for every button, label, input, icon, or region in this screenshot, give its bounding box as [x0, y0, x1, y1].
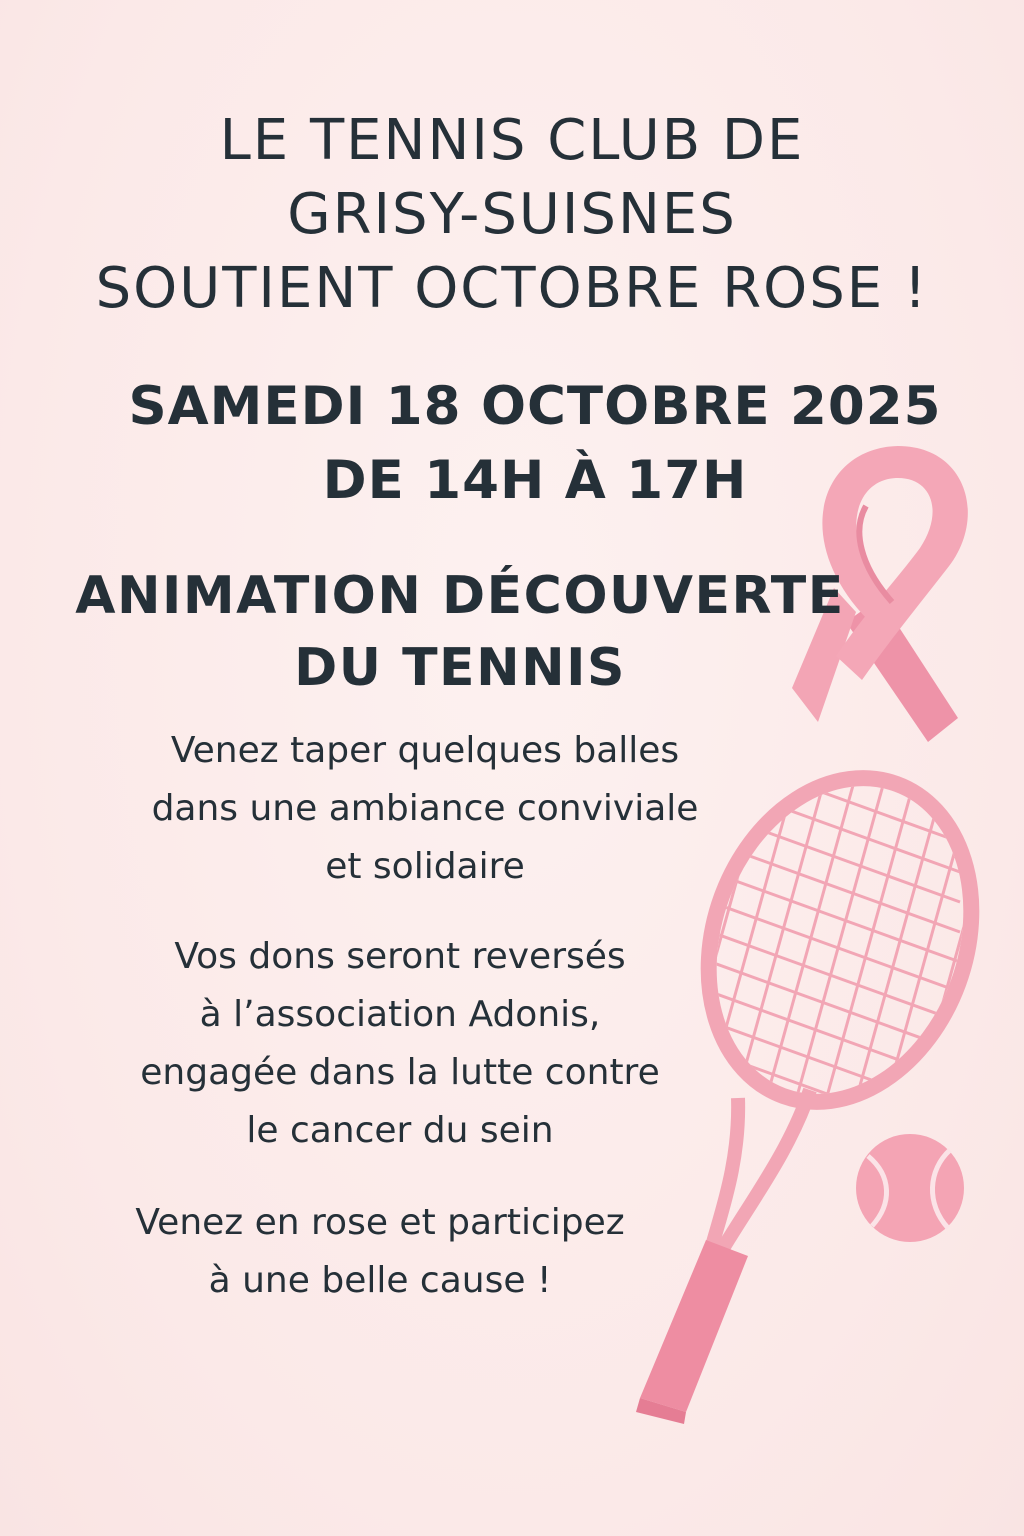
call-to-action-paragraph: [80, 1194, 680, 1310]
donation-paragraph: [80, 928, 720, 1160]
headline-line-2: GRISY-SUISNES: [287, 182, 737, 247]
event-date-hours: DE 14H À 17H: [322, 450, 748, 511]
donation-line-4: le cancer du sein: [246, 1110, 554, 1151]
animation-title-line-2: DU TENNIS: [294, 638, 626, 698]
event-date: [120, 370, 950, 518]
headline: [0, 104, 1024, 326]
invitation-line-1: Venez taper quelques balles: [170, 730, 680, 771]
invitation-line-2: dans une ambiance conviviale: [151, 788, 699, 829]
animation-title: [40, 560, 880, 704]
donation-line-2: à l’association Adonis,: [199, 994, 601, 1035]
call-to-action-line-2: à une belle cause !: [208, 1260, 552, 1301]
event-date-day: SAMEDI 18 OCTOBRE 2025: [128, 376, 942, 437]
donation-line-1: Vos dons seront reversés: [174, 936, 626, 977]
headline-line-3: SOUTIENT OCTOBRE ROSE !: [95, 256, 929, 321]
headline-line-1: LE TENNIS CLUB DE: [219, 108, 805, 173]
call-to-action-line-1: Venez en rose et participez: [135, 1202, 625, 1243]
tennis-ball-icon: [856, 1134, 964, 1242]
animation-title-line-1: ANIMATION DÉCOUVERTE: [75, 566, 845, 626]
donation-line-3: engagée dans la lutte contre: [140, 1052, 660, 1093]
invitation-paragraph: [100, 722, 750, 896]
invitation-line-3: et solidaire: [325, 846, 525, 887]
